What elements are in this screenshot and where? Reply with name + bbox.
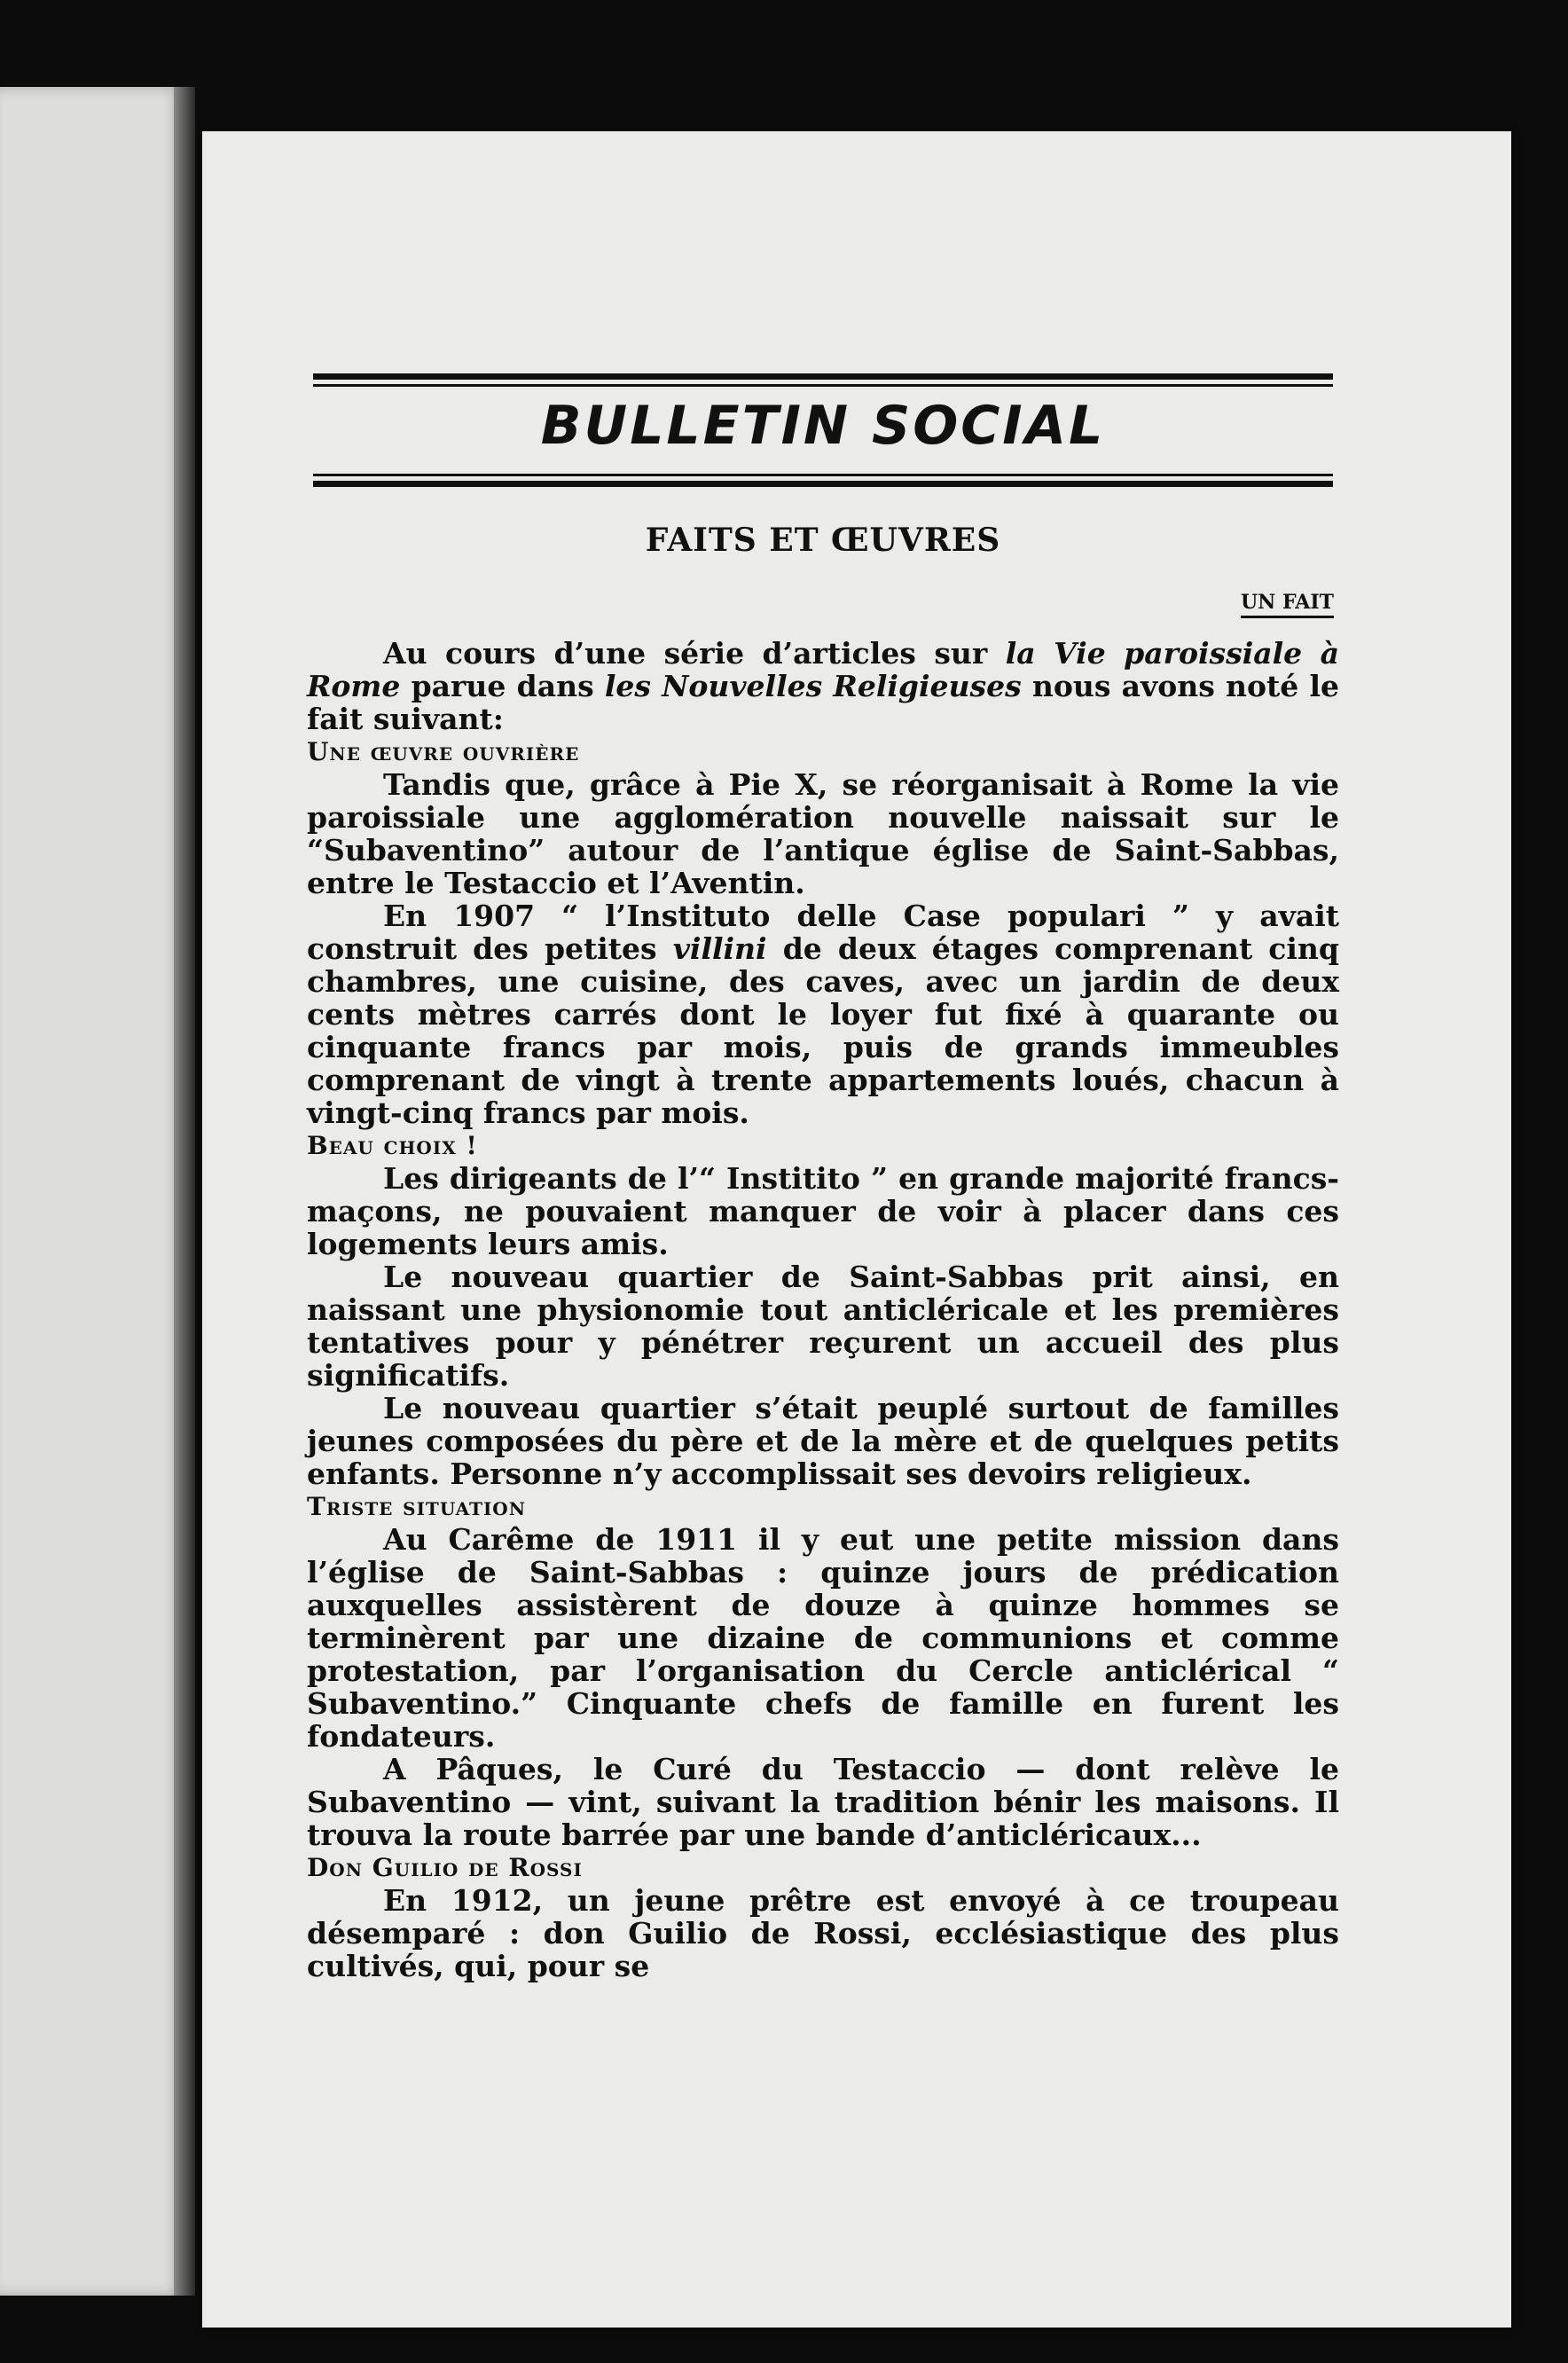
article-body — [307, 637, 1339, 1982]
facing-page — [0, 87, 184, 2296]
paragraph: A Pâques, le Curé du Testaccio — dont relève le Subaventino — vint, suivant la tradition bénir les maisons. Il trouva la route barrée par une bande d’anticléricaux... — [307, 1752, 1339, 1852]
un-fait-label: UN FAIT — [1241, 591, 1334, 618]
paragraph: Le nouveau quartier s’était peuplé surtout de familles jeunes composées du père et de la mère et de quelques petits enfants. Personne n’y accomplissait ses devoirs religieux. — [307, 1391, 1339, 1491]
paragraph: Les dirigeants de l’“ Institito ” en grande majorité francs-maçons, ne pouvaient manquer de voir à placer dans ces logements leurs amis. — [307, 1161, 1339, 1261]
paragraph: Tandis que, grâce à Pie X, se réorganisait à Rome la vie paroissiale une agglomération nouvelle naissait sur le “Subaventino” autour de l’antique église de Saint-Sabbas, entre le Testaccio et l’Aventin. — [307, 767, 1339, 900]
intro-italic-title: la Vie paroissiale à Rome — [307, 636, 1339, 703]
rule-thick — [313, 481, 1333, 487]
intro-paragraph — [307, 637, 1339, 735]
paragraph: En 1912, un jeune prêtre est envoyé à ce troupeau désemparé : don Guilio de Rossi, ecclésiastique des plus cultivés, qui, pour se — [307, 1883, 1339, 1983]
paragraph-text: En 1907 “ l’Instituto delle Case populari ” y avait construit des petites — [307, 899, 1339, 966]
paragraph: Au Carême de 1911 il y eut une petite mission dans l’église de Saint-Sabbas : quinze jours de prédication auxquelles assistèrent de douze à quinze hommes se terminèrent par une dizaine de communions et comme protestation, par l’organisation du Cercle anticlérical “ Subaventino.” Cinquante chefs de famille en furent les fondateurs. — [307, 1522, 1339, 1754]
italic-word: villini — [672, 931, 767, 966]
intro-italic-publication: les Nouvelles Religieuses — [604, 669, 1022, 703]
document-page — [202, 131, 1511, 2328]
paragraph-text: de deux étages comprenant cinq chambres, une cuisine, des caves, avec un jardin de deux cents mètres carrés dont le loyer fut fixé à quarante ou cinquante francs par mois, puis de grands immeubles comprenant de vingt à trente appartements loués, chacun à vingt-cinq francs par mois. — [307, 931, 1340, 1130]
rule-thin — [313, 474, 1333, 476]
intro-text: Au cours d’une série d’articles sur — [383, 636, 1006, 671]
subheading-beau-choix: Beau choix ! — [307, 1131, 478, 1160]
section-title: FAITS ET ŒUVRES — [645, 522, 1001, 559]
subheading-oeuvre-ouvriere: Une œuvre ouvrière — [307, 737, 580, 766]
top-double-rule — [313, 373, 1333, 387]
paragraph — [307, 899, 1339, 1129]
intro-text: nous avons noté le fait suivant: — [307, 669, 1340, 736]
paragraph: Le nouveau quartier de Saint-Sabbas prit ainsi, en naissant une physionomie tout anticléricale et les premières tentatives pour y pénétrer reçurent un accueil des plus significatifs. — [307, 1260, 1339, 1393]
rule-thin — [313, 384, 1333, 387]
bottom-double-rule — [313, 474, 1333, 487]
rule-thick — [313, 373, 1333, 380]
intro-text: parue dans — [400, 669, 605, 703]
bulletin-title: BULLETIN SOCIAL — [540, 395, 1106, 457]
book-spine-edge — [174, 87, 195, 2296]
subheading-triste-situation: Triste situation — [307, 1492, 527, 1521]
subheading-don-guilio: Don Guilio de Rossi — [307, 1853, 583, 1882]
